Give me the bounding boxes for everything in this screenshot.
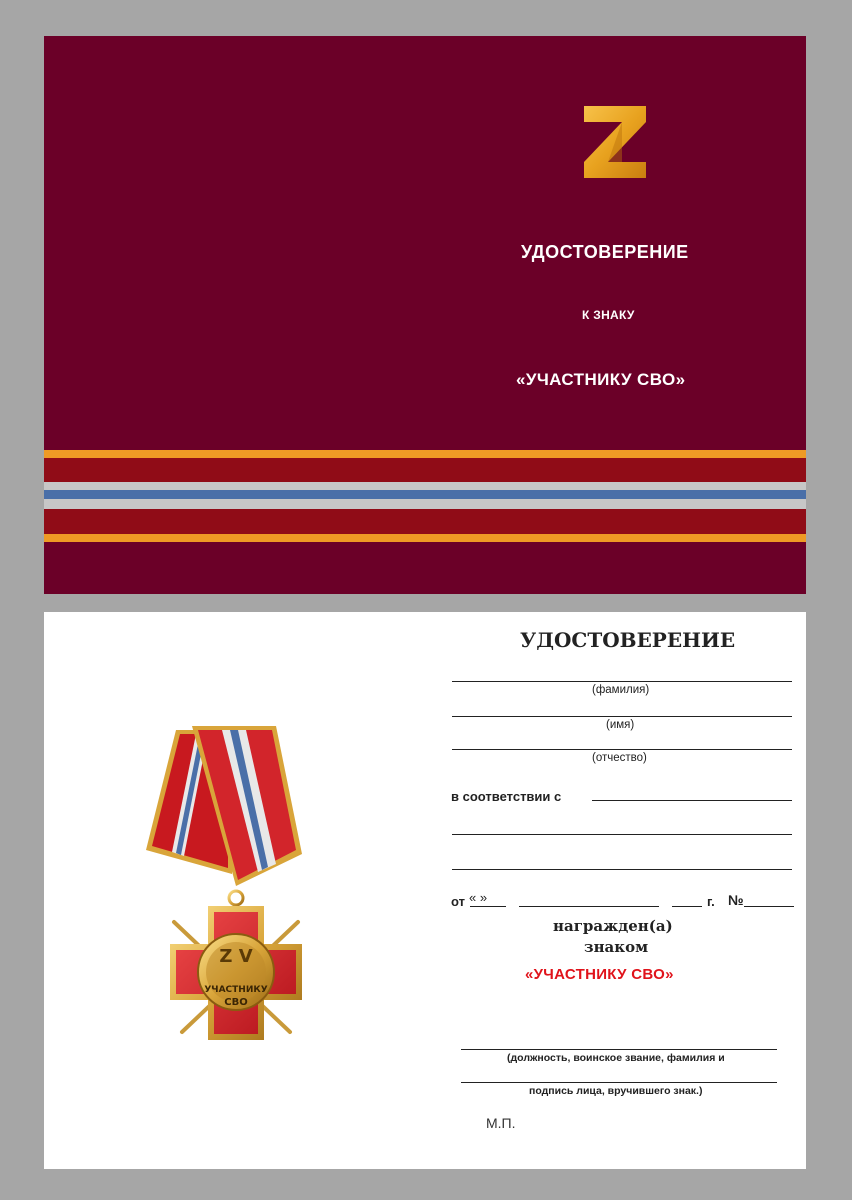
medal-inscription-1: УЧАСТНИКУ (204, 985, 268, 995)
z-logo-icon (582, 104, 648, 180)
medal-ribbon (146, 726, 302, 886)
name-line (452, 716, 792, 717)
cover-award-name: «УЧАСТНИКУ СВО» (516, 370, 686, 389)
patronymic-caption: (отчество) (592, 752, 647, 764)
year-suffix: г. (707, 894, 715, 909)
date-month-line (519, 906, 659, 907)
date-quote: « » (469, 890, 488, 905)
certificate-cover (44, 36, 806, 594)
signature-line-2 (461, 1082, 777, 1083)
stripe-orange-bottom (44, 534, 806, 542)
medal-inscription-2: СВО (224, 997, 248, 1008)
accordance-line-1 (592, 800, 792, 801)
stripe-orange-top (44, 450, 806, 458)
name-caption: (имя) (606, 719, 635, 731)
accordance-line-3 (452, 869, 792, 870)
awarded-line-1: награжден(а) (553, 917, 673, 935)
accordance-line-2 (452, 834, 792, 835)
seal-label: М.П. (486, 1115, 516, 1131)
date-from-label: от (451, 894, 465, 909)
inner-title: УДОСТОВЕРЕНИЕ (520, 628, 736, 652)
surname-caption: (фамилия) (592, 684, 650, 696)
patronymic-line (452, 749, 792, 750)
stripe-silver-bottom (44, 499, 806, 509)
accordance-label: в соответствии с (451, 789, 562, 804)
number-line (744, 906, 794, 907)
surname-line (452, 681, 792, 682)
awarded-line-2: знаком (584, 938, 649, 956)
inner-award-name: «УЧАСТНИКУ СВО» (525, 966, 674, 983)
stripe-blue (44, 490, 806, 499)
date-day-line (470, 906, 506, 907)
stripe-red-bottom (44, 509, 806, 534)
certificate-inner-page (44, 612, 806, 1169)
cover-subtitle: К ЗНАКУ (582, 308, 635, 322)
signature-caption-2: подпись лица, вручившего знак.) (529, 1085, 703, 1097)
signature-line-1 (461, 1049, 777, 1050)
date-year-line (672, 906, 702, 907)
stripe-red-top (44, 458, 806, 482)
medal-center-letters: Z V (219, 946, 253, 967)
medal-icon (140, 724, 340, 1064)
number-sign: № (728, 892, 744, 908)
cover-title: УДОСТОВЕРЕНИЕ (521, 242, 689, 262)
signature-caption-1: (должность, воинское звание, фамилия и (507, 1052, 725, 1064)
stripe-silver-top (44, 482, 806, 490)
